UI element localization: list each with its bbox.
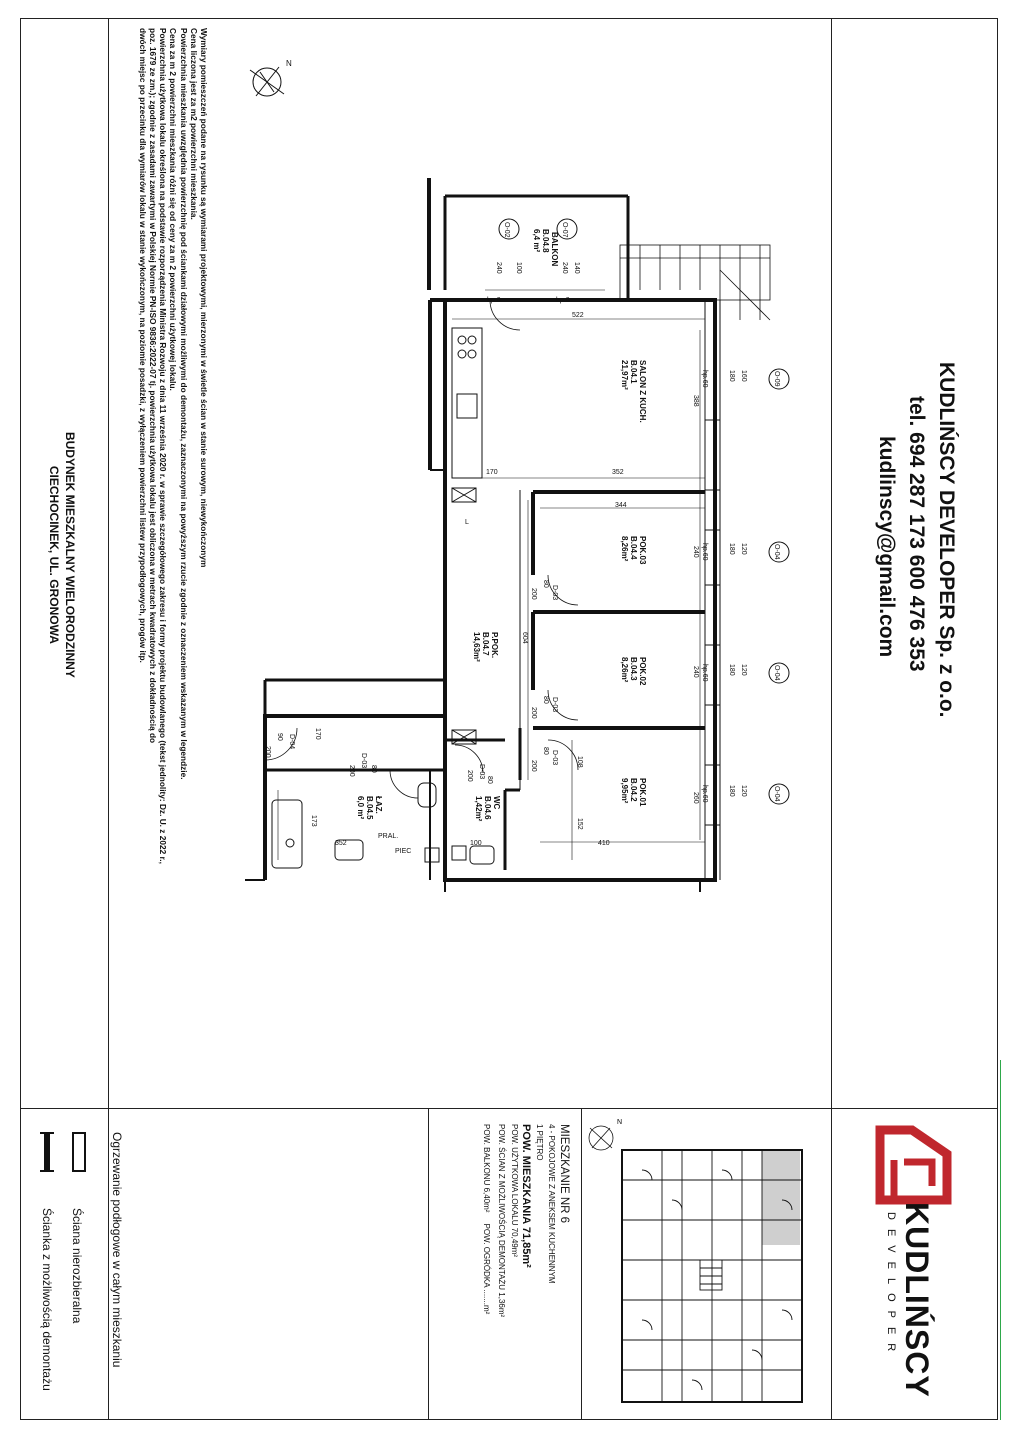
room-area: 6,0 m² (356, 796, 365, 820)
window-width: 120 (740, 785, 747, 797)
apartment-removable-walls: POW. ŚCIAN Z MOŻLIWOŚCIĄ DEMONTAŻU 1,36m² (497, 1124, 507, 1318)
dimension: 240 (692, 666, 699, 678)
apartment-area: POW. MIESZKANIA 71,85m² (520, 1124, 533, 1268)
sheet-divider (20, 1108, 998, 1109)
door-height: 200 (264, 746, 271, 758)
info-divider (428, 1108, 429, 1420)
door-width: 80 (542, 580, 549, 588)
room-area: 14,63m² (472, 632, 481, 662)
note-line: Wymiary pomieszczeń podane na rysunku są wymiarami projektowymi, mierzonymi w świetle ścian w stanie surowym, niewykończonym (199, 28, 209, 568)
room-code: B.04.1 (629, 360, 638, 384)
room-area: 8,26m² (620, 657, 629, 683)
window-hp: hp.60 (701, 664, 708, 682)
legend-wall-label: Ściana nierozbieralna (70, 1208, 84, 1324)
balcony-door-extra: 100 (515, 262, 522, 274)
window-tag: O-09 (773, 371, 780, 387)
room-name: POK.03 (638, 536, 647, 565)
apartment-title: MIESZKANIE NR 6 (558, 1124, 570, 1224)
door-height: 200 (348, 765, 355, 777)
building-line-1: BUDYNEK MIESZKALNY WIELORODZINNY (63, 432, 77, 678)
window-tag: O-04 (773, 544, 780, 560)
logo-name: KUDLIŃSCY (899, 1202, 935, 1398)
window-hp: hp.60 (701, 370, 708, 388)
window-tag: O-04 (773, 786, 780, 802)
north-arrow-icon (250, 67, 284, 96)
key-plan (582, 1110, 830, 1418)
dimension: 108 (576, 756, 583, 768)
apartment-rooms: 4 - POKOJOWE Z ANEKSEM KUCHENNYM (547, 1124, 557, 1284)
window-tag: O-04 (773, 665, 780, 681)
window-width: 160 (740, 370, 747, 382)
dimension: 388 (692, 395, 699, 407)
green-margin (1000, 1060, 1001, 1420)
note-line: poz. 1679 ze zm.); zgodnie z zasadami zawartymi w Polskiej Normie PN-ISO 9836:2022-07 tj. powierzchnia użytkowa lokalu jest obliczona w metrach kwadratowych z dokładnością do (147, 28, 158, 744)
room-area: 8,26m² (620, 536, 629, 562)
door-tag: D-03 (551, 750, 558, 766)
apartment-highlight (762, 1150, 800, 1245)
window-width: 120 (740, 664, 747, 676)
legend-removable-wall-label: Ścianka z możliwością demontażu (40, 1208, 54, 1391)
building-line-2: CIECHOCINEK, UL. GRONOWA (47, 465, 61, 644)
balcony-door-tag: O-02 (503, 222, 510, 238)
dimension: 100 (470, 840, 482, 847)
room-area: 9,95m² (620, 778, 629, 804)
dimension: 344 (615, 502, 627, 509)
apartment-floor: 1 PIĘTRO (535, 1124, 544, 1161)
door-width: 80 (370, 765, 377, 773)
dimension: 260 (692, 792, 699, 804)
door-width: 80 (542, 747, 549, 755)
room-code: B.04.8 (541, 229, 550, 253)
door-height: 200 (530, 707, 537, 719)
dimension: 604 (521, 632, 528, 644)
fridge-label: L (465, 519, 469, 526)
room-code: B.04.2 (629, 778, 638, 802)
room-code: B.04.4 (629, 536, 638, 560)
door-height: 200 (466, 770, 473, 782)
door-width: 90 (276, 733, 283, 741)
door-tag: D-04 (288, 734, 295, 750)
window-height: 180 (728, 543, 735, 555)
note-line: Powierzchnia użytkowa lokalu określona na podstawie rozporządzenia Ministra Rozwoju z dnia 11 września 2020 r. w sprawie szczegółowego zakresu i formy projektu budowlanego (tekst jednolity: Dz. U. z 2022 r., (158, 28, 169, 864)
window-height: 180 (728, 370, 735, 382)
door-width: 80 (486, 776, 493, 784)
room-code: B.04.7 (481, 632, 490, 656)
logo-subtitle: DEVELOPER (885, 1212, 897, 1361)
company-phone: tel. 694 287 173 600 476 353 (905, 396, 928, 672)
balcony-door-tag: O-07 (561, 222, 568, 238)
dimension: 240 (692, 546, 699, 558)
dimension: 352 (612, 469, 624, 476)
dimension: 522 (572, 312, 584, 319)
door-tag: D-03 (478, 764, 485, 780)
balcony-door-height: 240 (561, 262, 568, 274)
note-line: Powierzchnia mieszkania uwzględnia powierzchnię pod ściankami działowymi możliwymi do demontażu, zaznaczonymi na powyższym rzucie zgodnie z oznaczeniem wskazanym w legendzie. (178, 28, 189, 780)
note-line: Cena liczona jest za m2 powierzchni mieszkania. (188, 28, 199, 220)
room-name: BALKON (550, 232, 559, 267)
dimension: 173 (310, 815, 317, 827)
apartment-balcony-area: POW. BALKONU 6,40m² (482, 1124, 491, 1213)
room-area: 1,42m² (474, 796, 483, 822)
company-name: KUDLIŃSCY DEVELOPER Sp. z o.o. (935, 362, 958, 718)
washer-label: PRAL. (378, 833, 399, 840)
north-arrow-icon (589, 1126, 613, 1150)
balcony-door-width: 240 (495, 262, 502, 274)
apartment-usable-area: POW. UŻYTKOWA LOKALU 70,49m² (510, 1124, 519, 1258)
room-name: ŁAZ. (374, 796, 383, 814)
north-label: N (617, 1119, 623, 1126)
room-area: 21,97m² (620, 360, 629, 390)
door-tag: D-03 (551, 585, 558, 601)
window-height: 180 (728, 785, 735, 797)
room-name: P.POK. (490, 632, 499, 659)
door-width: 80 (542, 696, 549, 704)
window-hp: hp.60 (701, 785, 708, 803)
north-label: N (286, 59, 292, 68)
logo-house-icon (880, 1130, 947, 1200)
window-width: 120 (740, 543, 747, 555)
door-tag: D-03 (551, 697, 558, 713)
dimension: 410 (598, 840, 610, 847)
apartment-extras (480, 1124, 493, 1317)
room-name: SALON Z KUCH. (638, 360, 647, 423)
room-name: POK.01 (638, 778, 647, 807)
balcony-door-hp: hp.0 (556, 297, 570, 304)
room-name: WC (492, 796, 501, 810)
door-height: 200 (530, 588, 537, 600)
balcony-door-width: 140 (573, 262, 580, 274)
dimension: 352 (335, 840, 347, 847)
door-tag: D-03 (360, 753, 367, 769)
room-code: B.04.6 (483, 796, 492, 820)
dimension: 170 (486, 469, 498, 476)
room-area: 6,4 m² (532, 229, 541, 253)
room-code: B.04.3 (629, 657, 638, 681)
door-height: 200 (530, 760, 537, 772)
room-name: POK.02 (638, 657, 647, 686)
room-code: B.04.5 (365, 796, 374, 820)
apartment-info (480, 1124, 571, 1317)
company-email: kudlinscy@gmail.com (875, 436, 898, 658)
window-height: 180 (728, 664, 735, 676)
apartment-garden-area: POW. OGRÓDKA .......m² (482, 1223, 491, 1315)
boiler-label: PIEC (395, 848, 412, 855)
dimension: 170 (314, 728, 321, 740)
stair-icon (620, 245, 770, 320)
note-line: dwóch miejsc po przecinku dla wymiarów lokalu w stanie wykończonym, na poziomie posadzki, z wyłączeniem powierzchni listew przypodłogowych, progów itp. (137, 28, 148, 663)
dimension: 152 (576, 818, 583, 830)
note-line: Cena za m 2 powierzchni mieszkania różni się od ceny za m 2 powierzchni użytkowej lokalu. (168, 28, 179, 391)
balcony-door-hp: hp.0 (487, 297, 501, 304)
legend-heating: Ogrzewanie podłogowe w całym mieszkaniu (110, 1132, 124, 1368)
window-hp: hp.60 (701, 543, 708, 561)
